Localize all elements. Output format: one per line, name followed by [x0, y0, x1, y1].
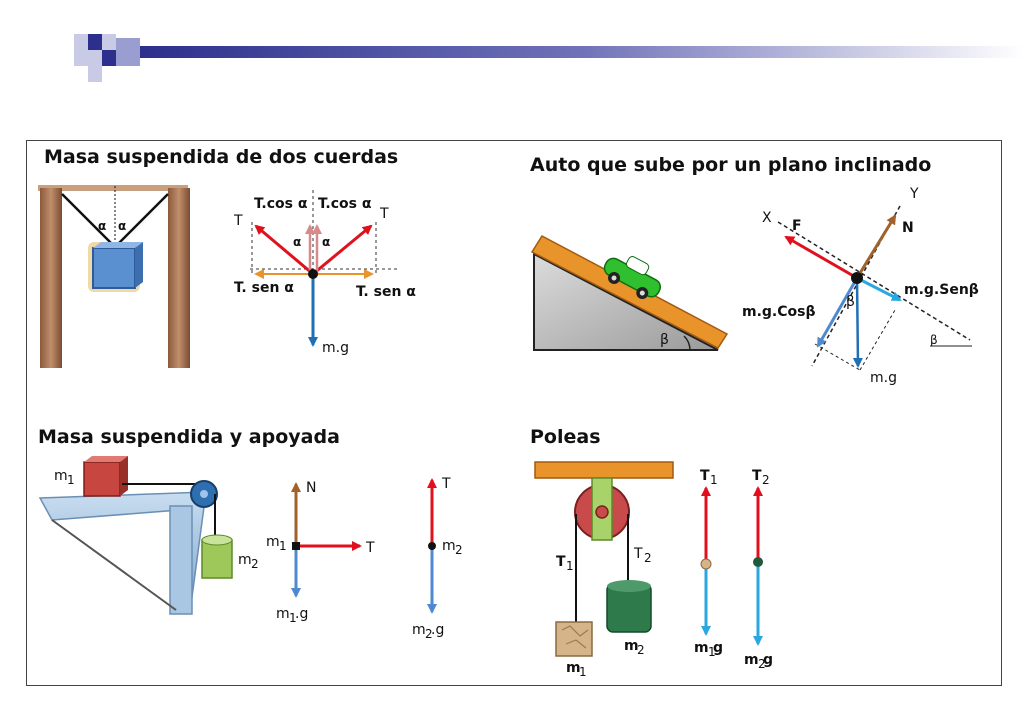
svg-text:2: 2	[758, 657, 766, 671]
label-Tsen-right: T. sen α	[356, 284, 416, 300]
label-m1-block: m	[54, 468, 68, 484]
label-F: F	[792, 218, 802, 234]
label-Y: Y	[910, 186, 919, 202]
label-N-incline: N	[902, 220, 914, 236]
alpha-force-left: α	[293, 235, 302, 249]
label-fm1g: m	[694, 640, 709, 656]
svg-text:1: 1	[579, 665, 587, 679]
m1-node	[292, 542, 300, 550]
pulley-illustration	[535, 462, 673, 679]
two-ropes-force-diagram	[233, 190, 416, 356]
table-diagonal	[52, 520, 176, 610]
svg-text:1: 1	[289, 611, 297, 625]
label-T-m1: T	[366, 540, 375, 556]
label-Tsen-left: T. sen α	[234, 280, 294, 296]
N-arrow	[857, 216, 895, 278]
box-side	[135, 242, 143, 288]
title-supported: Masa suspendida y apoyada	[38, 426, 340, 448]
m1-particle	[701, 559, 711, 569]
incline-illustration	[532, 236, 727, 350]
x-axis	[778, 222, 970, 340]
svg-text:g: g	[713, 640, 724, 656]
label-mg-sen: m.g.Senβ	[904, 282, 979, 298]
svg-text:2: 2	[425, 627, 433, 641]
ceiling-bar	[535, 462, 673, 478]
label-T1-rope: T	[556, 554, 566, 570]
svg-text:1: 1	[279, 539, 287, 553]
two-ropes-illustration	[38, 185, 190, 368]
supported-force-diagram-m2	[412, 476, 463, 641]
svg-text:1: 1	[566, 559, 574, 573]
label-fm2g: m	[744, 652, 759, 668]
svg-text:1: 1	[708, 645, 716, 659]
alpha-force-right: α	[322, 235, 331, 249]
mg-sen-arrow	[857, 278, 900, 300]
svg-text:2: 2	[644, 551, 652, 565]
label-fT1: T	[700, 468, 710, 484]
label-mg-incline: m.g	[870, 370, 897, 386]
label-m2g: m	[412, 622, 426, 638]
supported-illustration	[40, 456, 259, 614]
block-m1	[84, 462, 120, 496]
label-T-right: T	[380, 206, 389, 222]
label-Tcos-right: T.cos α	[318, 196, 372, 212]
m2-particle	[753, 557, 763, 567]
label-m1-mass: m	[566, 660, 581, 676]
svg-text:1: 1	[67, 473, 75, 487]
alpha-left: α	[98, 219, 107, 233]
title-pulleys: Poleas	[530, 426, 601, 448]
mass-m1	[556, 622, 592, 656]
label-N-m1: N	[306, 480, 317, 496]
incline-force-diagram	[742, 186, 979, 386]
label-T-m2: T	[442, 476, 451, 492]
supported-force-diagram-m1	[266, 480, 375, 625]
beta-axes: β	[930, 333, 938, 347]
box-top	[93, 242, 143, 248]
title-incline: Auto que sube por un plano inclinado	[530, 154, 932, 176]
force-origin	[308, 269, 318, 279]
label-mg: m.g	[322, 340, 349, 356]
svg-text:2: 2	[251, 557, 259, 571]
weight-arrow-incline	[857, 278, 858, 366]
svg-text:.g: .g	[431, 622, 445, 638]
svg-text:g: g	[763, 652, 774, 668]
label-fT2: T	[752, 468, 762, 484]
label-mg-cos: m.g.Cosβ	[742, 304, 816, 320]
beta-ramp: β	[660, 332, 669, 348]
label-m1-node: m	[266, 534, 280, 550]
label-T2-rope: T	[634, 546, 643, 562]
block-m2	[202, 540, 232, 578]
label-m1g: m	[276, 606, 290, 622]
alpha-right: α	[118, 219, 127, 233]
svg-text:2: 2	[637, 643, 645, 657]
label-m2-mass: m	[624, 638, 639, 654]
mg-cos-arrow	[818, 278, 857, 346]
m2-node	[428, 542, 436, 550]
svg-text:.g: .g	[295, 606, 309, 622]
label-Tcos-left: T.cos α	[254, 196, 308, 212]
label-m2-node: m	[442, 538, 456, 554]
label-T-left: T	[234, 213, 243, 229]
title-two-ropes: Masa suspendida de dos cuerdas	[44, 146, 399, 168]
pulley-force-diagram-m2	[744, 468, 773, 671]
label-X: X	[762, 210, 772, 226]
label-m2-block: m	[238, 552, 252, 568]
pulley-force-diagram-m1	[694, 468, 723, 659]
left-post	[40, 188, 62, 368]
svg-text:2: 2	[762, 473, 770, 487]
tension-left-arrow	[256, 226, 313, 274]
suspended-box	[93, 248, 135, 288]
svg-text:2: 2	[455, 543, 463, 557]
F-arrow	[786, 237, 857, 278]
tension-right-arrow	[313, 226, 371, 274]
right-post	[168, 188, 190, 368]
beta-force: β	[846, 294, 855, 310]
svg-text:1: 1	[710, 473, 718, 487]
incline-force-origin	[851, 272, 863, 284]
table-leg	[170, 506, 192, 614]
